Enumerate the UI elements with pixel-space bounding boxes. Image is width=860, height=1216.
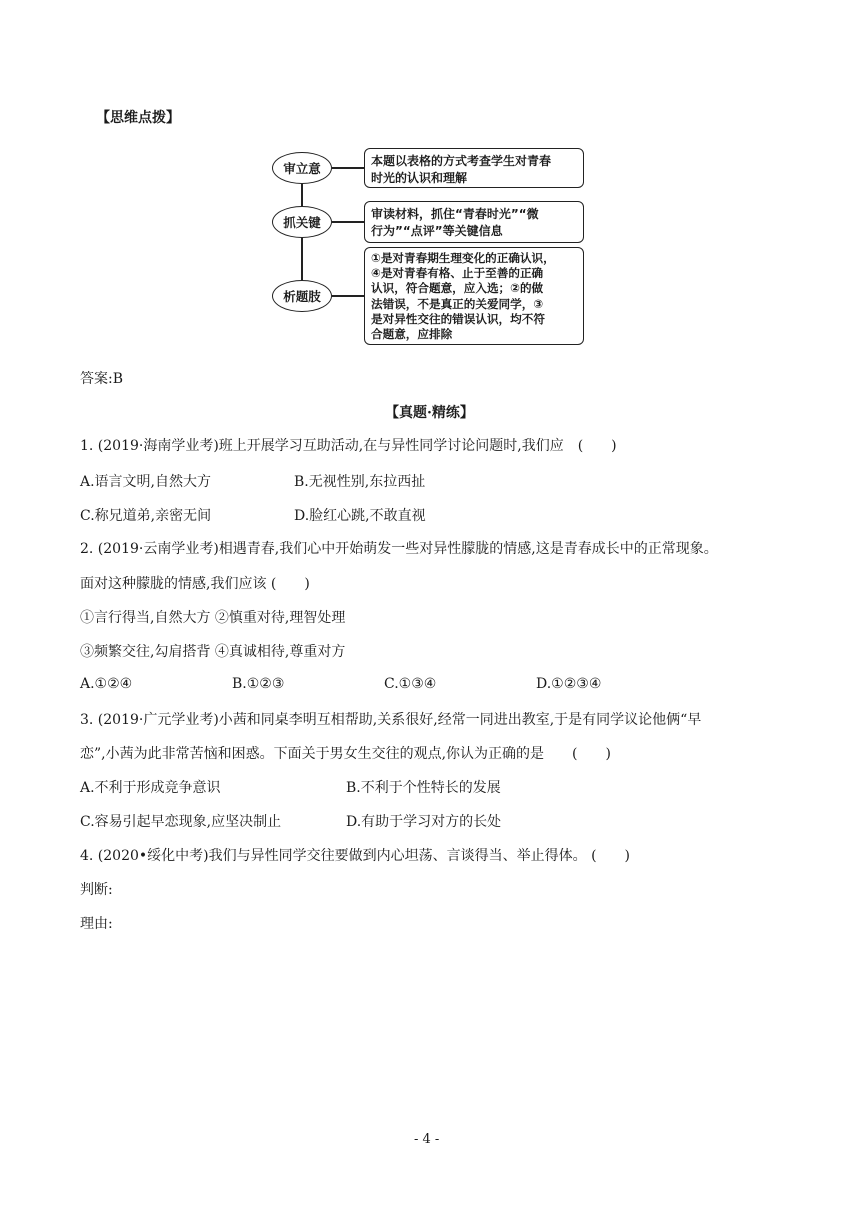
question-4-stem: 4. (2020•绥化中考)我们与异性同学交往要做到内心坦荡、言谈得当、举止得体。 ( ) [80,848,630,864]
connector-line [332,295,364,297]
diagram-node-3-text: ①是对青春期生理变化的正确认识， ④是对青春有格、止于至善的正确 认识，符合题意，应入选；②的做 法错误，不是真正的关爱同学，③ 是对异性交往的错误认识，均不符 合题意，应排除 [364,247,584,345]
question-2-stem-line-2: 面对这种朦胧的情感,我们应该 ( ) [80,576,310,592]
practice-heading: 【真题·精练】 [385,405,474,421]
diagram-node-1-label: 审立意 [272,152,332,184]
question-3-stem-line-2: 恋”,小茜为此非常苦恼和困惑。下面关于男女生交往的观点,你认为正确的是 ( ) [80,746,611,762]
question-2-option-b: B.①②③ [232,676,285,692]
question-2-statements-2: ③频繁交往,勾肩搭背 ④真诚相待,尊重对方 [80,644,346,660]
connector-line [301,184,303,206]
question-1-option-b: B.无视性别,东拉西扯 [294,474,426,490]
diagram-node-3-label: 析题肢 [272,280,332,312]
question-3-option-a: A.不利于形成竞争意识 [80,780,221,796]
question-1-stem: 1. (2019·海南学业考)班上开展学习互助活动,在与异性同学讨论问题时,我们应 ( ) [80,438,617,454]
question-1-option-d: D.脸红心跳,不敢直视 [294,508,426,524]
question-3-stem-line-1: 3. (2019·广元学业考)小茜和同桌李明互相帮助,关系很好,经常一同进出教室,于是有同学议论他俩“早 [80,712,702,728]
connector-line [332,221,364,223]
question-1-option-c: C.称兄道弟,亲密无间 [80,508,212,524]
question-3-option-d: D.有助于学习对方的长处 [346,814,502,830]
question-2-option-a: A.①②④ [80,676,133,692]
question-4-judge-label: 判断: [80,882,113,898]
question-2-statements-1: ①言行得当,自然大方 ②慎重对待,理智处理 [80,610,346,626]
question-2-option-d: D.①②③④ [536,676,602,692]
connector-line [301,238,303,280]
connector-line [332,167,364,169]
question-1-option-a: A.语言文明,自然大方 [80,474,212,490]
question-2-option-c: C.①③④ [384,676,437,692]
question-3-option-c: C.容易引起早恋现象,应坚决制止 [80,814,282,830]
diagram-node-2-text: 审读材料，抓住“青春时光”“微 行为”“点评”等关键信息 [364,201,584,243]
question-3-option-b: B.不利于个性特长的发展 [346,780,501,796]
diagram-node-1-text: 本题以表格的方式考查学生对青春 时光的认识和理解 [364,148,584,188]
question-2-stem-line-1: 2. (2019·云南学业考)相遇青春,我们心中开始萌发一些对异性朦胧的情感,这是青春成长中的正常现象。 [80,541,718,557]
page-number: - 4 - [414,1132,440,1147]
diagram-node-2-label: 抓关键 [272,206,332,238]
answer: 答案:B [80,371,124,387]
question-4-reason-label: 理由: [80,916,113,932]
section-heading: 【思维点拨】 [96,110,180,126]
